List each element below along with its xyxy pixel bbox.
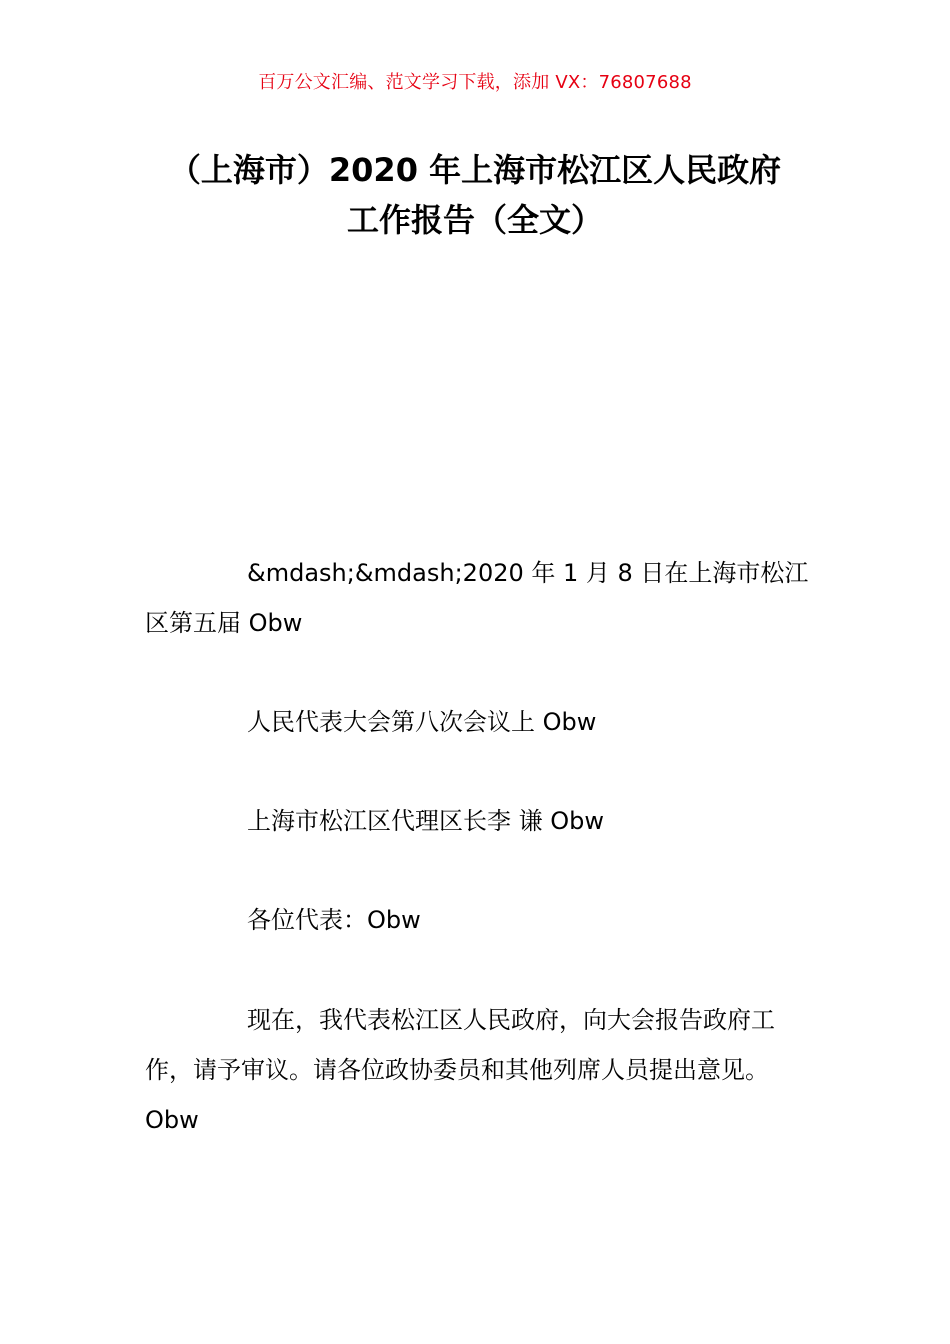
paragraph-speaker: 上海市松江区代理区长李 谦 Obw <box>247 807 605 835</box>
header-banner: 百万公文汇编、范文学习下载，添加 VX：76807688 <box>258 72 692 93</box>
paragraph-meeting: 人民代表大会第八次会议上 Obw <box>247 708 597 736</box>
document-title-line-2: 工作报告（全文） <box>346 201 603 239</box>
paragraph-date-session: &mdash;&mdash;2020 年 1 月 8 日在上海市松江区第五届 Obw <box>145 559 809 637</box>
paragraph-salutation: 各位代表：Obw <box>247 906 421 934</box>
document-title-line-1: （上海市）2020 年上海市松江区人民政府 <box>168 151 782 189</box>
paragraph-opening: 现在，我代表松江区人民政府，向大会报告政府工作，请予审议。请各位政协委员和其他列席人员提出意见。Obw <box>145 1006 775 1134</box>
